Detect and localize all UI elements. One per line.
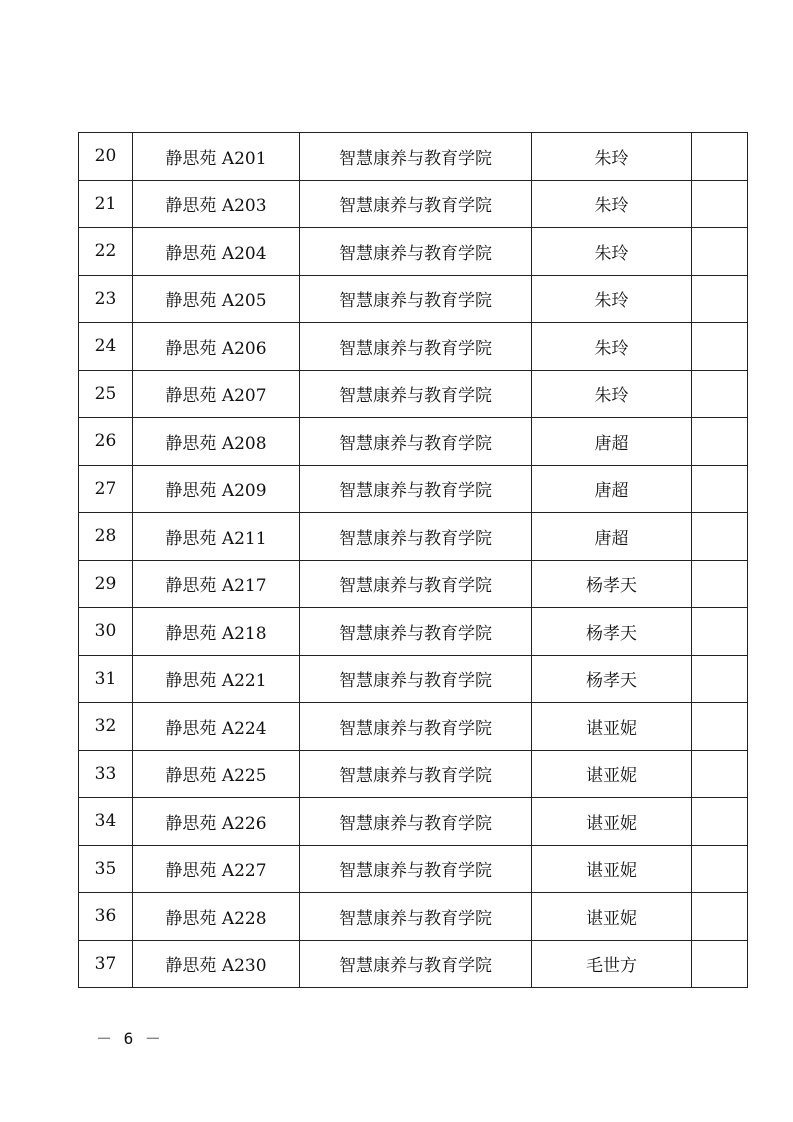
row-number: 26 bbox=[79, 418, 133, 466]
room-cell: 静思苑 A227 bbox=[133, 845, 300, 893]
counselor-cell: 谌亚妮 bbox=[532, 750, 692, 798]
college-cell: 智慧康养与教育学院 bbox=[300, 893, 532, 941]
row-number: 22 bbox=[79, 228, 133, 276]
row-number: 36 bbox=[79, 893, 133, 941]
table-row bbox=[79, 465, 748, 513]
college-cell: 智慧康养与教育学院 bbox=[300, 323, 532, 371]
room-cell: 静思苑 A207 bbox=[133, 370, 300, 418]
note-cell bbox=[692, 750, 748, 798]
college-cell: 智慧康养与教育学院 bbox=[300, 513, 532, 561]
note-cell bbox=[692, 465, 748, 513]
table-row bbox=[79, 893, 748, 941]
counselor-cell: 杨孝天 bbox=[532, 608, 692, 656]
college-cell: 智慧康养与教育学院 bbox=[300, 180, 532, 228]
college-cell: 智慧康养与教育学院 bbox=[300, 228, 532, 276]
note-cell bbox=[692, 180, 748, 228]
note-cell bbox=[692, 370, 748, 418]
row-number: 24 bbox=[79, 323, 133, 371]
table-row bbox=[79, 180, 748, 228]
room-cell: 静思苑 A218 bbox=[133, 608, 300, 656]
college-cell: 智慧康养与教育学院 bbox=[300, 275, 532, 323]
note-cell bbox=[692, 513, 748, 561]
row-number: 21 bbox=[79, 180, 133, 228]
counselor-cell: 谌亚妮 bbox=[532, 703, 692, 751]
note-cell bbox=[692, 940, 748, 988]
row-number: 25 bbox=[79, 370, 133, 418]
table-row bbox=[79, 798, 748, 846]
note-cell bbox=[692, 845, 748, 893]
row-number: 32 bbox=[79, 703, 133, 751]
table-row bbox=[79, 655, 748, 703]
counselor-cell: 朱玲 bbox=[532, 228, 692, 276]
note-cell bbox=[692, 275, 748, 323]
note-cell bbox=[692, 228, 748, 276]
college-cell: 智慧康养与教育学院 bbox=[300, 608, 532, 656]
counselor-cell: 唐超 bbox=[532, 465, 692, 513]
note-cell bbox=[692, 608, 748, 656]
college-cell: 智慧康养与教育学院 bbox=[300, 655, 532, 703]
note-cell bbox=[692, 893, 748, 941]
room-cell: 静思苑 A217 bbox=[133, 560, 300, 608]
row-number: 29 bbox=[79, 560, 133, 608]
row-number: 28 bbox=[79, 513, 133, 561]
college-cell: 智慧康养与教育学院 bbox=[300, 418, 532, 466]
dormitory-table bbox=[78, 132, 748, 988]
row-number: 30 bbox=[79, 608, 133, 656]
row-number: 31 bbox=[79, 655, 133, 703]
counselor-cell: 唐超 bbox=[532, 418, 692, 466]
row-number: 33 bbox=[79, 750, 133, 798]
college-cell: 智慧康养与教育学院 bbox=[300, 133, 532, 181]
row-number: 23 bbox=[79, 275, 133, 323]
table-row bbox=[79, 370, 748, 418]
row-number: 27 bbox=[79, 465, 133, 513]
table-row bbox=[79, 418, 748, 466]
college-cell: 智慧康养与教育学院 bbox=[300, 845, 532, 893]
room-cell: 静思苑 A211 bbox=[133, 513, 300, 561]
room-cell: 静思苑 A204 bbox=[133, 228, 300, 276]
counselor-cell: 朱玲 bbox=[532, 323, 692, 371]
note-cell bbox=[692, 703, 748, 751]
room-cell: 静思苑 A206 bbox=[133, 323, 300, 371]
room-cell: 静思苑 A226 bbox=[133, 798, 300, 846]
table-row bbox=[79, 703, 748, 751]
room-cell: 静思苑 A225 bbox=[133, 750, 300, 798]
room-cell: 静思苑 A228 bbox=[133, 893, 300, 941]
table-body bbox=[79, 133, 748, 988]
room-cell: 静思苑 A230 bbox=[133, 940, 300, 988]
table-row bbox=[79, 560, 748, 608]
room-cell: 静思苑 A208 bbox=[133, 418, 300, 466]
counselor-cell: 毛世方 bbox=[532, 940, 692, 988]
table-row bbox=[79, 323, 748, 371]
room-cell: 静思苑 A205 bbox=[133, 275, 300, 323]
table-row bbox=[79, 940, 748, 988]
page-number: － 6 － bbox=[96, 1029, 162, 1048]
row-number: 20 bbox=[79, 133, 133, 181]
table-row bbox=[79, 513, 748, 561]
table-row bbox=[79, 750, 748, 798]
room-cell: 静思苑 A209 bbox=[133, 465, 300, 513]
counselor-cell: 杨孝天 bbox=[532, 560, 692, 608]
room-cell: 静思苑 A224 bbox=[133, 703, 300, 751]
college-cell: 智慧康养与教育学院 bbox=[300, 798, 532, 846]
room-cell: 静思苑 A201 bbox=[133, 133, 300, 181]
college-cell: 智慧康养与教育学院 bbox=[300, 750, 532, 798]
note-cell bbox=[692, 418, 748, 466]
note-cell bbox=[692, 655, 748, 703]
college-cell: 智慧康养与教育学院 bbox=[300, 465, 532, 513]
note-cell bbox=[692, 133, 748, 181]
counselor-cell: 谌亚妮 bbox=[532, 798, 692, 846]
counselor-cell: 朱玲 bbox=[532, 370, 692, 418]
row-number: 37 bbox=[79, 940, 133, 988]
counselor-cell: 谌亚妮 bbox=[532, 893, 692, 941]
room-cell: 静思苑 A221 bbox=[133, 655, 300, 703]
counselor-cell: 朱玲 bbox=[532, 275, 692, 323]
counselor-cell: 唐超 bbox=[532, 513, 692, 561]
note-cell bbox=[692, 560, 748, 608]
college-cell: 智慧康养与教育学院 bbox=[300, 560, 532, 608]
note-cell bbox=[692, 323, 748, 371]
college-cell: 智慧康养与教育学院 bbox=[300, 703, 532, 751]
note-cell bbox=[692, 798, 748, 846]
table-row bbox=[79, 275, 748, 323]
row-number: 35 bbox=[79, 845, 133, 893]
row-number: 34 bbox=[79, 798, 133, 846]
counselor-cell: 朱玲 bbox=[532, 180, 692, 228]
room-cell: 静思苑 A203 bbox=[133, 180, 300, 228]
counselor-cell: 杨孝天 bbox=[532, 655, 692, 703]
college-cell: 智慧康养与教育学院 bbox=[300, 940, 532, 988]
counselor-cell: 朱玲 bbox=[532, 133, 692, 181]
table-row bbox=[79, 228, 748, 276]
table-row bbox=[79, 133, 748, 181]
counselor-cell: 谌亚妮 bbox=[532, 845, 692, 893]
table-row bbox=[79, 845, 748, 893]
table-row bbox=[79, 608, 748, 656]
college-cell: 智慧康养与教育学院 bbox=[300, 370, 532, 418]
